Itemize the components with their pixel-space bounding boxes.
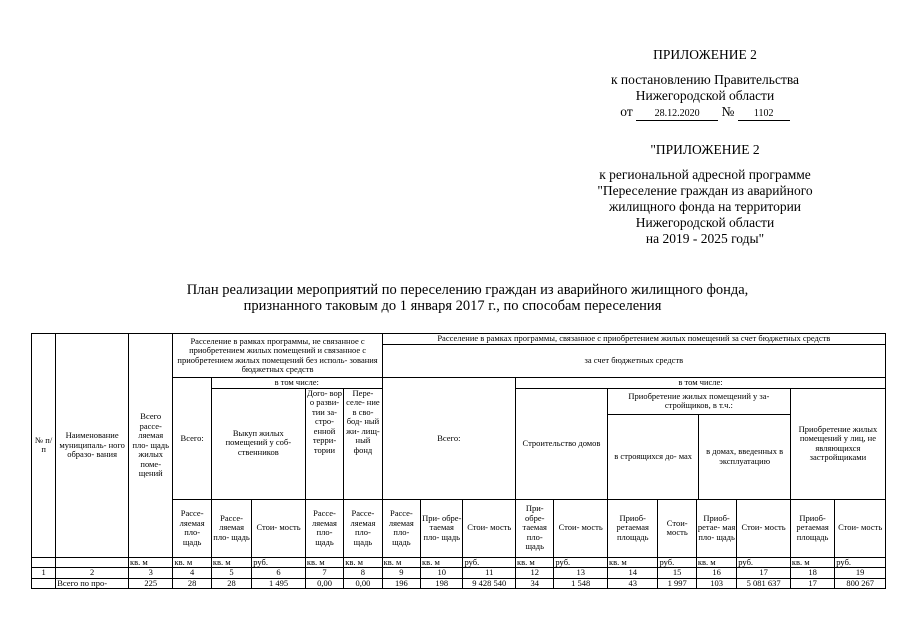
subheader-c19: Стои- мость <box>835 499 886 557</box>
column-number-cell: 12 <box>516 568 554 579</box>
col-header-municipality: Наименование муниципаль- ного образо- вания <box>56 334 129 558</box>
col-header-related: Расселение в рамках программы, связанное с приобретением жилых помещений за счет бюджетных средств <box>382 334 885 345</box>
total-value-cell: 1 548 <box>554 578 608 589</box>
unit-cell: кв. м <box>696 557 736 568</box>
subheader-c14: Приоб- ретаемая площадь <box>607 499 658 557</box>
total-value-cell: 43 <box>607 578 658 589</box>
unit-cell: кв. м <box>421 557 463 568</box>
unit-cell: кв. м <box>129 557 173 568</box>
column-number-cell: 10 <box>421 568 463 579</box>
total-value-cell: 28 <box>211 578 251 589</box>
program-appendix-header <box>575 142 835 247</box>
col-header-total-1: Всего: <box>173 378 211 500</box>
unit-cell: кв. м <box>173 557 211 568</box>
plan-title-line-2: признанного таковым до 1 января 2017 г., по способам переселения <box>243 298 662 314</box>
col-header-construction: Строительство домов <box>516 388 608 499</box>
program-line-1: к региональной адресной программе <box>599 167 811 182</box>
subheader-c9: Рассе- ляемая пло- щадь <box>382 499 420 557</box>
col-header-including-1: в том числе: <box>211 378 382 389</box>
total-row-num <box>32 578 56 589</box>
column-number-cell: 13 <box>554 568 608 579</box>
total-value-cell: 9 428 540 <box>463 578 516 589</box>
appendix-number: 1102 <box>738 108 790 121</box>
subheader-c6: Стои- мость <box>252 499 306 557</box>
column-number-cell: 8 <box>344 568 382 579</box>
total-value-cell: 17 <box>790 578 834 589</box>
col-header-purchase-group <box>607 388 790 499</box>
col-header-not-related: Расселение в рамках программы, не связанное с приобретением жилых помещений и связанное с приобретением жилых помещений без исполь- зования бюджетных средств <box>173 334 382 378</box>
column-number-cell: 15 <box>658 568 696 579</box>
col-header-num: № п/ п <box>32 334 56 558</box>
plan-title-line-1: План реализации мероприятий по переселению граждан из аварийного жилищного фонда, <box>186 282 749 298</box>
appendix-line-1: к постановлению Правительства <box>610 72 800 87</box>
unit-cell: кв. м <box>305 557 343 568</box>
col-header-budget: за счет бюджетных средств <box>382 345 885 378</box>
number-label: № <box>721 104 735 119</box>
units-empty-1 <box>32 557 56 568</box>
column-number-cell: 3 <box>129 568 173 579</box>
column-number-cell: 9 <box>382 568 420 579</box>
unit-cell: кв. м <box>516 557 554 568</box>
col-header-including-2: в том числе: <box>516 378 886 389</box>
unit-cell: кв. м <box>382 557 420 568</box>
total-value-cell: 800 267 <box>835 578 886 589</box>
column-number-cell: 4 <box>173 568 211 579</box>
column-number-cell: 18 <box>790 568 834 579</box>
subheader-c8: Рассе- ляемая пло- щадь <box>344 499 382 557</box>
total-value-cell: 34 <box>516 578 554 589</box>
program-line-2: "Переселение граждан из аварийного <box>597 183 813 198</box>
col-header-buyout: Выкуп жилых помещений у соб- ственников <box>211 388 305 499</box>
subheader-c16: Приоб- ретае- мая пло- щадь <box>696 499 736 557</box>
total-value-cell: 5 081 637 <box>737 578 791 589</box>
column-number-cell: 17 <box>737 568 791 579</box>
from-label: от <box>620 104 633 119</box>
unit-cell: кв. м <box>211 557 251 568</box>
appendix-header <box>585 47 825 121</box>
program-line-3: жилищного фонда на территории <box>608 199 802 214</box>
unit-cell: кв. м <box>344 557 382 568</box>
column-numbers-row <box>32 568 886 579</box>
column-number-cell: 11 <box>463 568 516 579</box>
column-number-cell: 19 <box>835 568 886 579</box>
unit-cell: руб. <box>463 557 516 568</box>
subheader-c12: При- обре- таемая пло- щадь <box>516 499 554 557</box>
units-empty-2 <box>56 557 129 568</box>
total-value-cell: 225 <box>129 578 173 589</box>
col-header-total-2: Всего: <box>382 378 515 500</box>
subheader-c5: Рассе- ляемая пло- щадь <box>211 499 251 557</box>
col-header-under-construction: в строящихся до- мах <box>608 415 699 499</box>
total-value-cell: 0,00 <box>305 578 343 589</box>
total-value-cell: 196 <box>382 578 420 589</box>
table-row <box>32 578 886 589</box>
total-value-cell: 28 <box>173 578 211 589</box>
total-value-cell: 1 997 <box>658 578 696 589</box>
total-value-cell: 198 <box>421 578 463 589</box>
column-number-cell: 14 <box>607 568 658 579</box>
subheader-c11: Стои- мость <box>463 499 516 557</box>
subheader-c17: Стои- мость <box>737 499 791 557</box>
unit-cell: кв. м <box>607 557 658 568</box>
subheader-c18: Приоб- ретаемая площадь <box>790 499 834 557</box>
unit-cell: руб. <box>737 557 791 568</box>
purchase-subtable <box>608 389 790 499</box>
col-header-commissioned: в домах, введенных в эксплуатацию <box>706 446 784 466</box>
unit-cell: руб. <box>554 557 608 568</box>
subheader-c15: Стои- мость <box>658 499 696 557</box>
total-row-label: Всего по про- <box>56 578 129 589</box>
total-value-cell: 0,00 <box>344 578 382 589</box>
appendix-line-2: Нижегородской области <box>635 88 775 103</box>
column-number-cell: 1 <box>32 568 56 579</box>
unit-cell: руб. <box>835 557 886 568</box>
unit-cell: руб. <box>252 557 306 568</box>
total-value-cell: 1 495 <box>252 578 306 589</box>
column-number-cell: 16 <box>696 568 736 579</box>
plan-title <box>0 282 905 314</box>
col-header-free-fund: Пере- селе- ние в сво- бод- ный жи- лищ- ный фонд <box>344 388 382 499</box>
unit-cell: руб. <box>658 557 696 568</box>
column-number-cell: 6 <box>252 568 306 579</box>
subheader-c7: Рассе- ляемая пло- щадь <box>305 499 343 557</box>
unit-cell: кв. м <box>790 557 834 568</box>
col-header-total-area: Всего рассе- ляемая пло- щадь жилых поме- щений <box>129 334 173 558</box>
program-appendix-title: "ПРИЛОЖЕНИЕ 2 <box>650 142 760 157</box>
subheader-c10: При- обре- таемая пло- щадь <box>421 499 463 557</box>
col-header-non-developer: Приобретение жилых помещений у лиц, не являющихся застройщиками <box>790 388 885 499</box>
col-header-purchase-dev: Приобретение жилых помещений у за- стройщиков, в т.ч.: <box>608 389 790 415</box>
appendix-date-line <box>585 104 825 121</box>
total-value-cell: 103 <box>696 578 736 589</box>
subheader-c4: Рассе- ляемая пло- щадь <box>173 499 211 557</box>
col-header-contract: Дого- вор о разви- тии за- стро- енной терри- тории <box>305 388 343 499</box>
subheader-c13: Стои- мость <box>554 499 608 557</box>
column-number-cell: 2 <box>56 568 129 579</box>
column-number-cell: 7 <box>305 568 343 579</box>
appendix-date: 28.12.2020 <box>636 108 718 121</box>
units-row <box>32 557 886 568</box>
program-line-5: на 2019 - 2025 годы" <box>645 231 765 246</box>
program-line-4: Нижегородской области <box>635 215 775 230</box>
column-number-cell: 5 <box>211 568 251 579</box>
appendix-title: ПРИЛОЖЕНИЕ 2 <box>653 47 757 62</box>
resettlement-plan-table <box>31 333 886 589</box>
